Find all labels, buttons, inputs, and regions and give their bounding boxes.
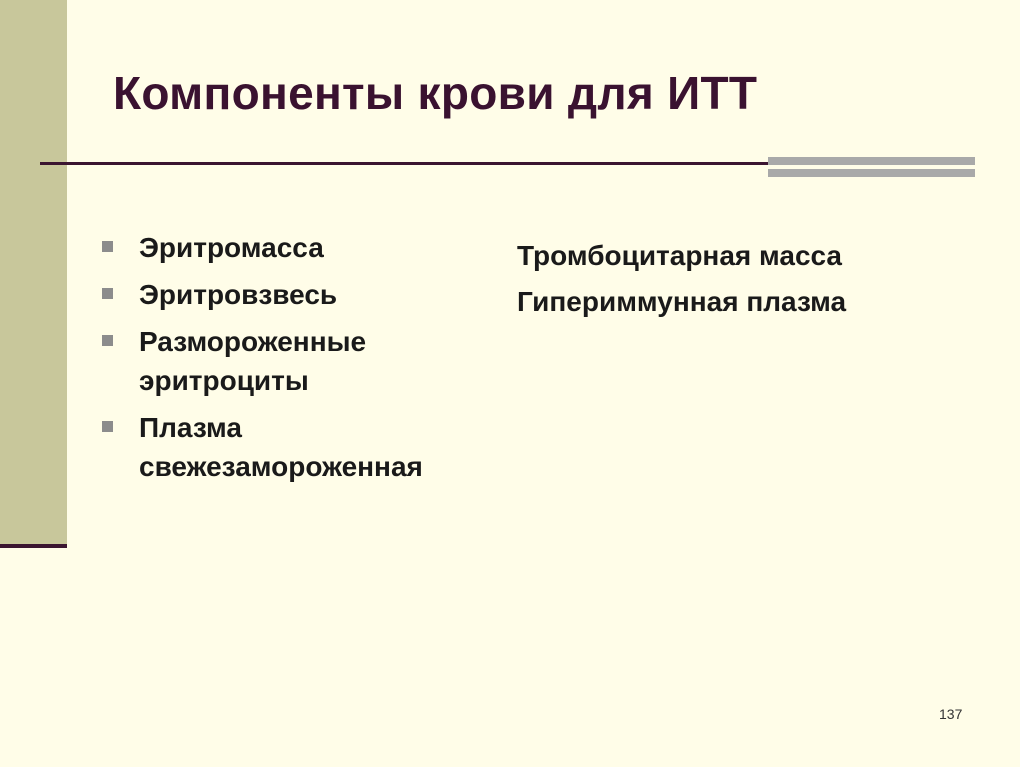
title-accent-bar-bottom <box>768 169 975 177</box>
list-item-text: Эритровзвесь <box>139 279 338 310</box>
list-item: Гипериммунная плазма <box>517 286 847 317</box>
list-item-text: Размороженные эритроциты <box>139 326 367 396</box>
left-bullet-list <box>100 228 500 494</box>
list-item <box>100 322 500 400</box>
list-item <box>100 228 500 267</box>
list-item: Тромбоцитарная масса <box>517 240 843 271</box>
page-number: 137 <box>939 706 963 722</box>
side-decor-line <box>0 544 67 548</box>
side-decor-bar <box>0 0 67 545</box>
square-bullet-icon <box>102 421 113 432</box>
list-item-text: Плазма свежезамороженная <box>139 412 423 482</box>
title-accent-bar-top <box>768 157 975 165</box>
square-bullet-icon <box>102 288 113 299</box>
list-item <box>100 275 500 314</box>
title-underline <box>40 162 860 165</box>
square-bullet-icon <box>102 335 113 346</box>
slide-title: Компоненты крови для ИТТ <box>113 67 758 119</box>
right-item-list <box>517 233 846 325</box>
list-item-text: Эритромасса <box>139 232 324 263</box>
square-bullet-icon <box>102 241 113 252</box>
list-item <box>100 408 500 486</box>
